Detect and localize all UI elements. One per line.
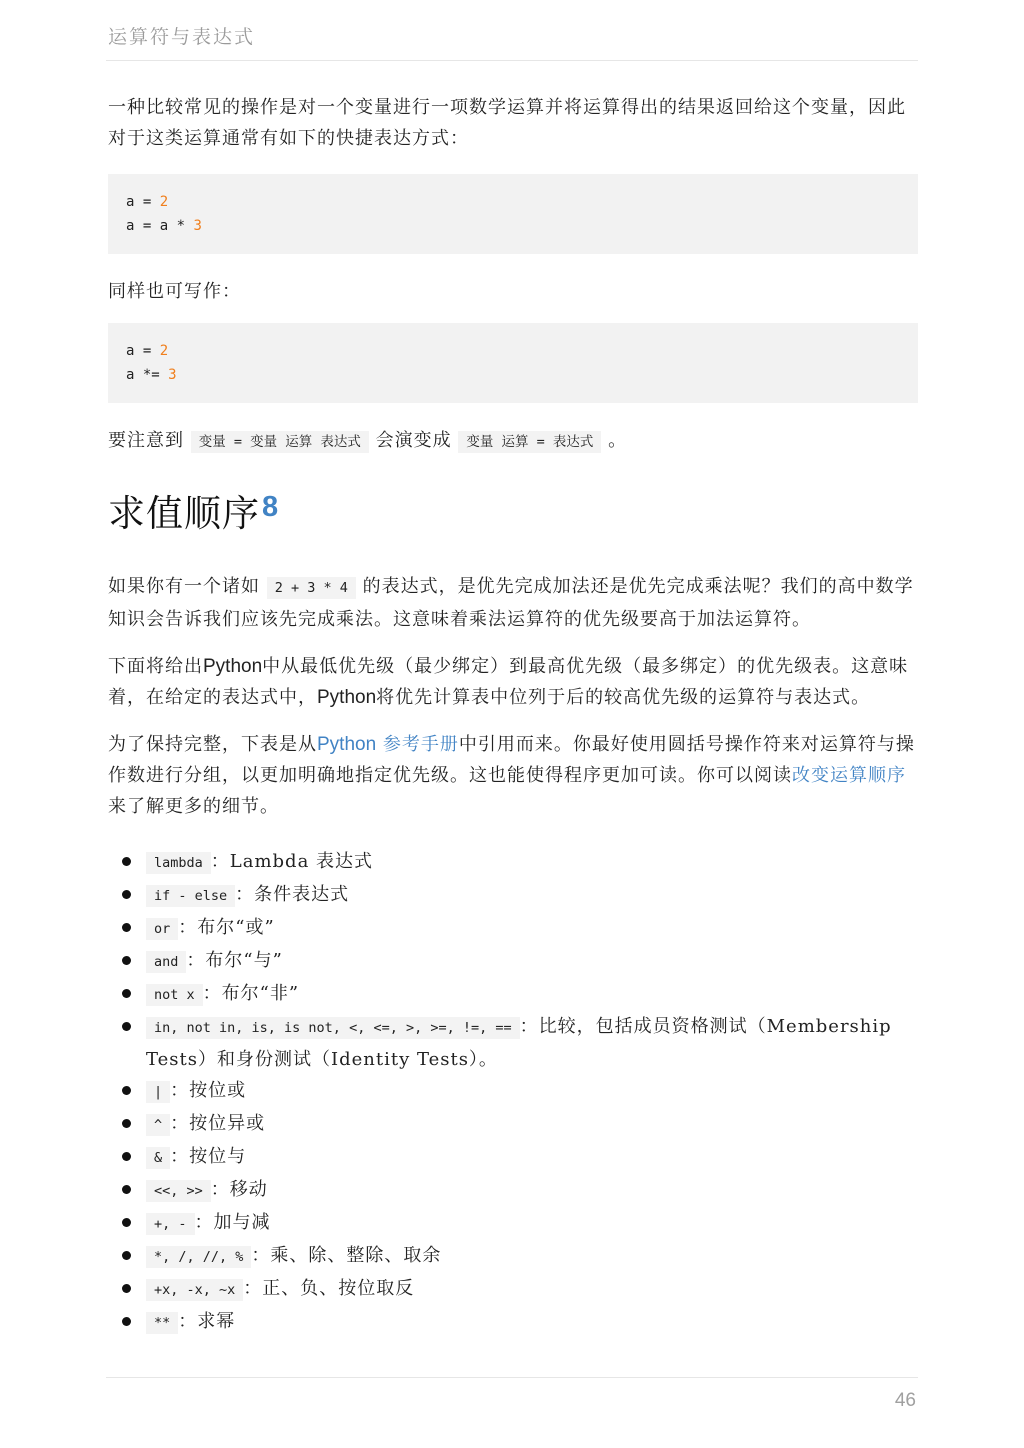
section-heading <box>108 490 916 541</box>
operator-desc: ：正、负、按位取反 <box>243 1278 415 1299</box>
footer-divider <box>106 1377 918 1378</box>
number-literal: 2 <box>159 343 169 359</box>
inline-code: 2 + 3 * 4 <box>267 577 356 599</box>
code-block-2 <box>108 323 918 403</box>
operator-desc: ：按位与 <box>170 1146 247 1167</box>
bullet-icon <box>122 890 131 899</box>
operator-desc: ：条件表达式 <box>235 884 350 905</box>
bullet-icon <box>122 989 131 998</box>
para-text: 下面将给出 <box>108 656 203 677</box>
change-order-link[interactable]: 改变运算顺序 <box>792 765 906 786</box>
paragraph-reference <box>108 729 916 822</box>
list-item <box>108 1108 916 1141</box>
paragraph-note <box>108 425 916 458</box>
code-text: a = <box>126 343 160 359</box>
list-item <box>108 1011 916 1075</box>
reference-manual-link[interactable] <box>317 734 459 755</box>
list-item <box>108 1141 916 1174</box>
code-line <box>126 363 900 387</box>
para-text: 如果你有一个诸如 <box>108 576 260 597</box>
paragraph-precedence-intro <box>108 571 916 635</box>
python-word: Python <box>317 687 377 708</box>
number-literal: 2 <box>159 194 169 210</box>
list-item <box>108 1273 916 1306</box>
code-line <box>126 190 900 214</box>
operator-desc: ：布尔“或” <box>178 917 275 938</box>
list-item <box>108 945 916 978</box>
para-text: 中引用而来。你最好使用圆括号操作符来对运算符与操作数进行分组，以更加明确地指定优先级。这也能使得程序更加可读。你可以阅读 <box>108 734 915 786</box>
bullet-icon <box>122 1218 131 1227</box>
list-item <box>108 1075 916 1108</box>
bullet-icon <box>122 1022 131 1031</box>
operator-code: not x <box>146 984 203 1006</box>
list-item <box>108 879 916 912</box>
bullet-icon <box>122 956 131 965</box>
bullet-icon <box>122 1119 131 1128</box>
list-item <box>108 1174 916 1207</box>
bullet-icon <box>122 1086 131 1095</box>
list-item <box>108 1207 916 1240</box>
code-line <box>126 339 900 363</box>
list-item <box>108 912 916 945</box>
operator-code: | <box>146 1081 170 1103</box>
operator-desc: ：按位异或 <box>170 1113 266 1134</box>
bullet-icon <box>122 1284 131 1293</box>
paragraph-precedence-table <box>108 651 916 713</box>
para-text: 的表达式，是优先完成加法还是优先完成乘法呢？我们的高中数学知识会告诉我们应该先完成乘法。这意味着乘法运算符的优先级要高于加法运算符。 <box>108 576 914 630</box>
bullet-icon <box>122 923 131 932</box>
note-text: 要注意到 <box>108 430 184 451</box>
list-item <box>108 1240 916 1273</box>
para-text: 来了解更多的细节。 <box>108 796 279 817</box>
bullet-icon <box>122 1152 131 1161</box>
bullet-icon <box>122 1251 131 1260</box>
code-text: a *= <box>126 367 169 383</box>
operator-code: and <box>146 951 186 973</box>
para-text: 为了保持完整，下表是从 <box>108 734 317 755</box>
bullet-icon <box>122 1185 131 1194</box>
para-text: 中从最低优先级（最少绑定）到最高优先级（最多绑定）的优先级表。这意味着，在给定的表达式中， <box>108 656 909 708</box>
bullet-icon <box>122 1317 131 1326</box>
operator-code: <<, >> <box>146 1180 211 1202</box>
paragraph-also: 同样也可写作： <box>108 281 241 302</box>
operator-code: ** <box>146 1312 178 1334</box>
operator-code: +, - <box>146 1213 195 1235</box>
note-text: 。 <box>608 430 628 451</box>
code-text: a = <box>126 194 160 210</box>
operator-desc: ：乘、除、整除、取余 <box>251 1245 442 1266</box>
operator-desc: ：布尔“与” <box>186 950 283 971</box>
link-cn: 参考手册 <box>382 734 459 755</box>
running-header: 运算符与表达式 <box>108 26 256 48</box>
number-literal: 3 <box>168 367 177 383</box>
bullet-icon <box>122 857 131 866</box>
operator-desc: ：按位或 <box>170 1080 247 1101</box>
operator-desc: ：移动 <box>210 1179 268 1200</box>
operator-desc: ：加与减 <box>194 1212 271 1233</box>
operator-code: +x, -x, ~x <box>146 1279 243 1301</box>
operator-desc: ：布尔“非” <box>202 983 300 1004</box>
operator-code: if - else <box>146 885 235 907</box>
para-text: 将优先计算表中位列于后的较高优先级的运算符与表达式。 <box>376 687 871 708</box>
operator-code: *, /, //, % <box>146 1246 251 1268</box>
paragraph-intro: 一种比较常见的操作是对一个变量进行一项数学运算并将运算得出的结果返回给这个变量，因此对于这类运算通常有如下的快捷表达方式： <box>108 97 906 149</box>
inline-code: 变量 运算 = 表达式 <box>458 431 601 453</box>
operator-desc: ：求幂 <box>178 1311 236 1332</box>
operator-desc: ：比较，包括成员资格测试（Membership Tests）和身份测试（Identity Tests）。 <box>146 1016 892 1070</box>
code-line <box>126 214 900 238</box>
section-title: 求值顺序 <box>108 492 260 535</box>
footnote-link[interactable]: 8 <box>262 491 280 523</box>
page-number: 46 <box>894 1390 916 1411</box>
number-literal: 3 <box>193 218 202 234</box>
list-item <box>108 978 916 1011</box>
header-divider <box>106 60 918 61</box>
python-word: Python <box>203 656 263 677</box>
inline-code: 变量 = 变量 运算 表达式 <box>191 431 369 453</box>
page-content <box>108 92 916 1339</box>
operator-code: in, not in, is, is not, <, <=, >, >=, !=, == <box>146 1017 520 1039</box>
operator-code: ^ <box>146 1114 170 1136</box>
operator-desc: ：Lambda 表达式 <box>210 851 374 872</box>
link-latin: Python <box>317 734 377 755</box>
list-item <box>108 1306 916 1339</box>
operator-code: or <box>146 918 178 940</box>
note-text: 会演变成 <box>375 430 452 451</box>
precedence-list <box>108 846 916 1339</box>
code-text: a = a * <box>126 218 194 234</box>
operator-code: lambda <box>146 852 211 874</box>
operator-code: & <box>146 1147 170 1169</box>
list-item <box>108 846 916 879</box>
code-block-1 <box>108 174 918 254</box>
